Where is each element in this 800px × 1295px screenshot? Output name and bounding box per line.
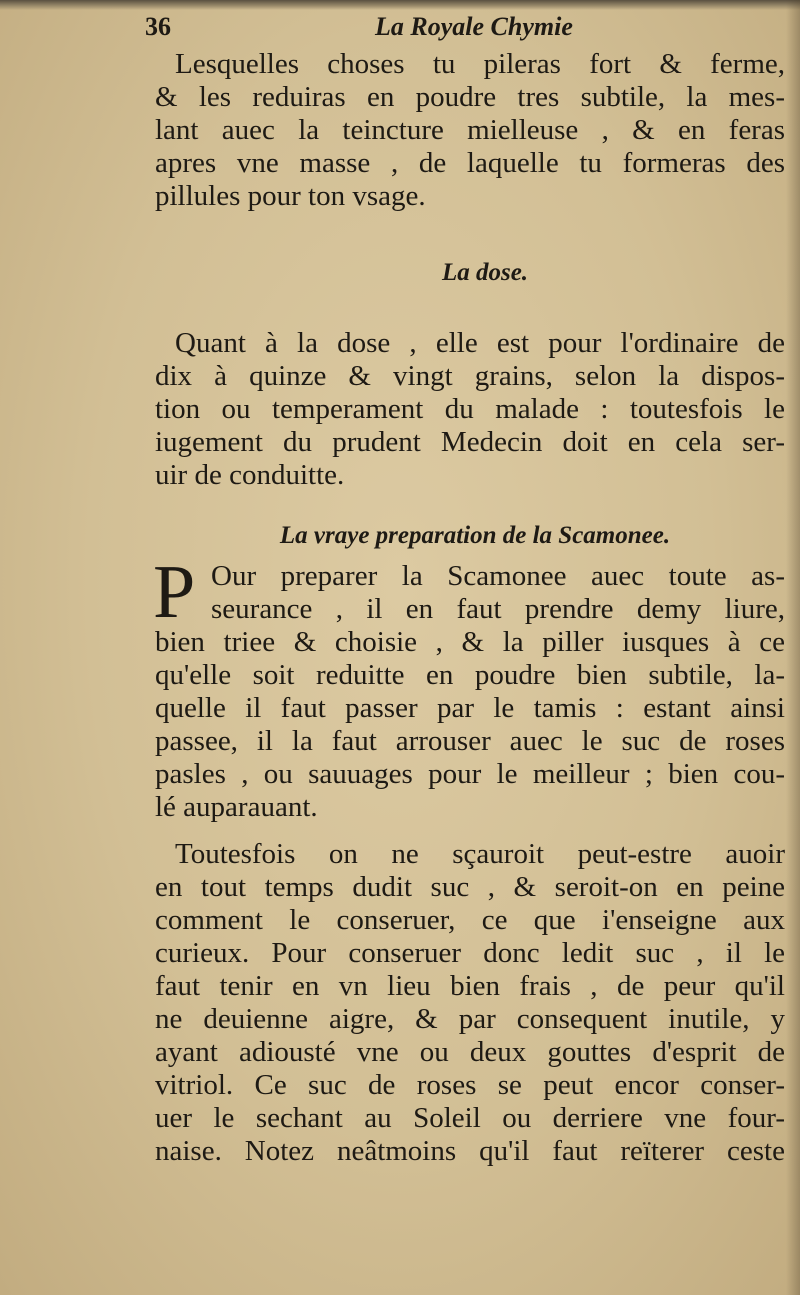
paragraph-pills [155, 48, 785, 213]
text-line: Our preparer la Scamonee auec toute as- [211, 560, 785, 592]
text-line: uir de conduitte. [155, 459, 345, 491]
text-line: ayant adiousté vne ou deux gouttes d'esprit de [155, 1036, 785, 1068]
page-right-shadow [786, 0, 800, 1295]
text-line: ne deuienne aigre, & par consequent inutile, y [155, 1003, 785, 1035]
text-line: en tout temps dudit suc , & seroit-on en peine [155, 871, 785, 903]
page-top-edge [0, 0, 800, 10]
text-line: lé auparauant. [155, 791, 318, 823]
page-number: 36 [145, 12, 171, 41]
paragraph-scamonee [153, 550, 785, 824]
text-line: lant auec la teincture mielleuse , & en feras [155, 114, 785, 146]
text-line: seurance , il en faut prendre demy liure, [211, 593, 785, 625]
section-heading-dose: La dose. [441, 259, 529, 286]
page-header [145, 12, 785, 48]
section-heading-scamonee: La vraye preparation de la Scamonee. [279, 522, 671, 549]
text-line: iugement du prudent Medecin doit en cela ser- [155, 426, 785, 458]
text-line: & les reduiras en poudre tres subtile, la mes- [155, 81, 785, 113]
text-line: quelle il faut passer par le tamis : estant ainsi [155, 692, 785, 724]
text-line: vitriol. Ce suc de roses se peut encor conser- [155, 1069, 785, 1101]
text-line: naise. Notez neâtmoins qu'il faut reïterer ceste [155, 1135, 785, 1167]
text-line: Toutesfois on ne sçauroit peut-estre auoir [175, 838, 785, 870]
text-line: faut tenir en vn lieu bien frais , de peur qu'il [155, 970, 785, 1002]
paragraph-conservation [155, 838, 785, 1168]
running-head: La Royale Chymie [375, 12, 573, 41]
text-line: tion ou temperament du malade : toutesfois le [155, 393, 785, 425]
drop-cap: P [153, 550, 196, 634]
text-line: qu'elle soit reduitte en poudre bien subtile, la- [155, 659, 785, 691]
text-line: Quant à la dose , elle est pour l'ordinaire de [175, 327, 785, 359]
text-line: comment le conseruer, ce que i'enseigne aux [155, 904, 785, 936]
text-line: pillules pour ton vsage. [155, 180, 426, 212]
text-line: uer le sechant au Soleil ou derriere vne four- [155, 1102, 785, 1134]
text-line: apres vne masse , de laquelle tu formeras des [155, 147, 785, 179]
paragraph-dose [155, 327, 785, 492]
text-line: passee, il la faut arrouser auec le suc de roses [155, 725, 785, 757]
text-line: curieux. Pour conseruer donc ledit suc , il le [155, 937, 785, 969]
text-line: bien triee & choisie , & la piller iusques à ce [155, 626, 785, 658]
text-line: dix à quinze & vingt grains, selon la dispos- [155, 360, 785, 392]
text-line: pasles , ou sauuages pour le meilleur ; bien cou- [155, 758, 785, 790]
text-block [155, 48, 785, 1168]
text-line: Lesquelles choses tu pileras fort & ferme, [175, 48, 785, 80]
